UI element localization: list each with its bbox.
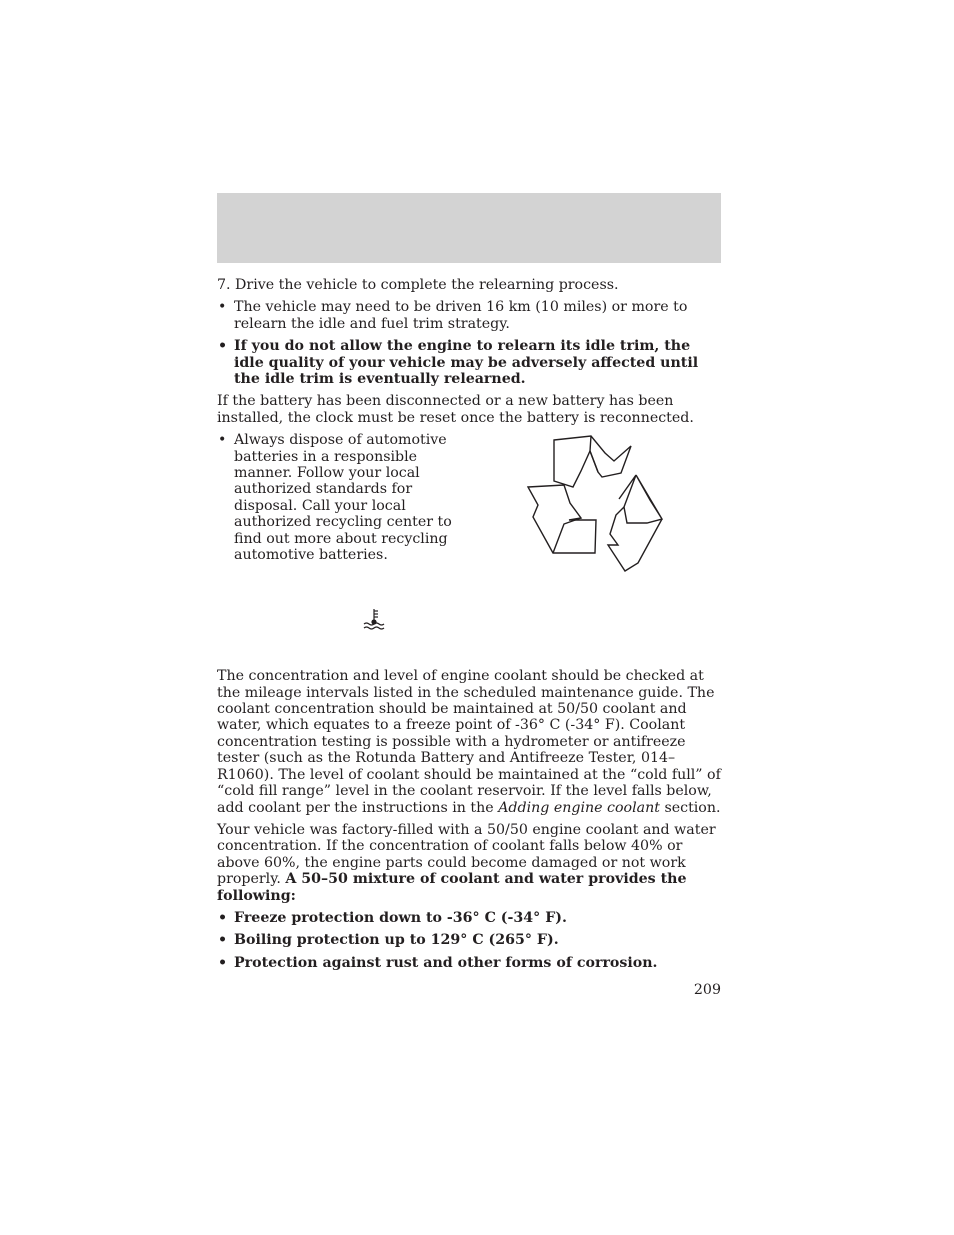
engine-coolant-temperature-icon: [363, 608, 387, 630]
protection-bullets: [217, 910, 721, 971]
page-content: [217, 277, 721, 977]
bullet-freeze-protection: • Freeze protection down to -36° C (-34° F).: [217, 910, 721, 926]
adding-engine-coolant-reference: Adding engine coolant: [498, 799, 660, 816]
relearn-bullets: [217, 299, 721, 387]
recycle-symbol-icon: [526, 435, 668, 572]
step-7: 7. Drive the vehicle to complete the relearning process.: [217, 277, 619, 293]
page-number: 209: [693, 982, 721, 998]
bullet-battery-disposal: • Always dispose of automotive batteries in a responsible manner. Follow your local authorized standards for disposal. Call your local authorized recycling center to find out more about recycling automotive batteries.: [217, 432, 467, 563]
clock-reset-paragraph: If the battery has been disconnected or a new battery has been installed, the clock must be reset once the battery is reconnected.: [217, 393, 694, 426]
bullet-relearn-warning: • If you do not allow the engine to relearn its idle trim, the idle quality of your vehicle may be adversely affected until the idle trim is eventually relearned.: [217, 338, 721, 387]
coolant-section-heading-row: [217, 582, 721, 668]
factory-fill-paragraph: Your vehicle was factory-filled with a 50/50 engine coolant and water concentration. If the concentration of coolant falls below 40% or above 60%, the engine parts could become damaged or not work properly. A 50–50 mixture of coolant and water provides the following:: [217, 821, 716, 904]
battery-disposal-block: [217, 432, 721, 582]
section-header-band: [217, 193, 721, 263]
bullet-corrosion-protection: • Protection against rust and other forms of corrosion.: [217, 955, 721, 971]
bullet-relearn-distance: • The vehicle may need to be driven 16 km (10 miles) or more to relearn the idle and fuel trim strategy.: [217, 299, 721, 332]
bullet-boiling-protection: • Boiling protection up to 129° C (265° F).: [217, 932, 721, 948]
coolant-concentration-paragraph: The concentration and level of engine coolant should be checked at the mileage intervals listed in the scheduled maintenance guide. The coolant concentration should be maintained at 50/50 coolant and water, which equates to a freeze point of -36° C (-34° F). Coolant concentration testing is possible with a hydrometer or antifreeze tester (such as the Rotunda Battery and Antifreeze Tester, 014–R1060). The level of coolant should be maintained at the “cold full” of “cold fill range” level in the coolant reservoir. If the level falls below, add coolant per the instructions in the Adding engine coolant section.: [217, 668, 721, 816]
